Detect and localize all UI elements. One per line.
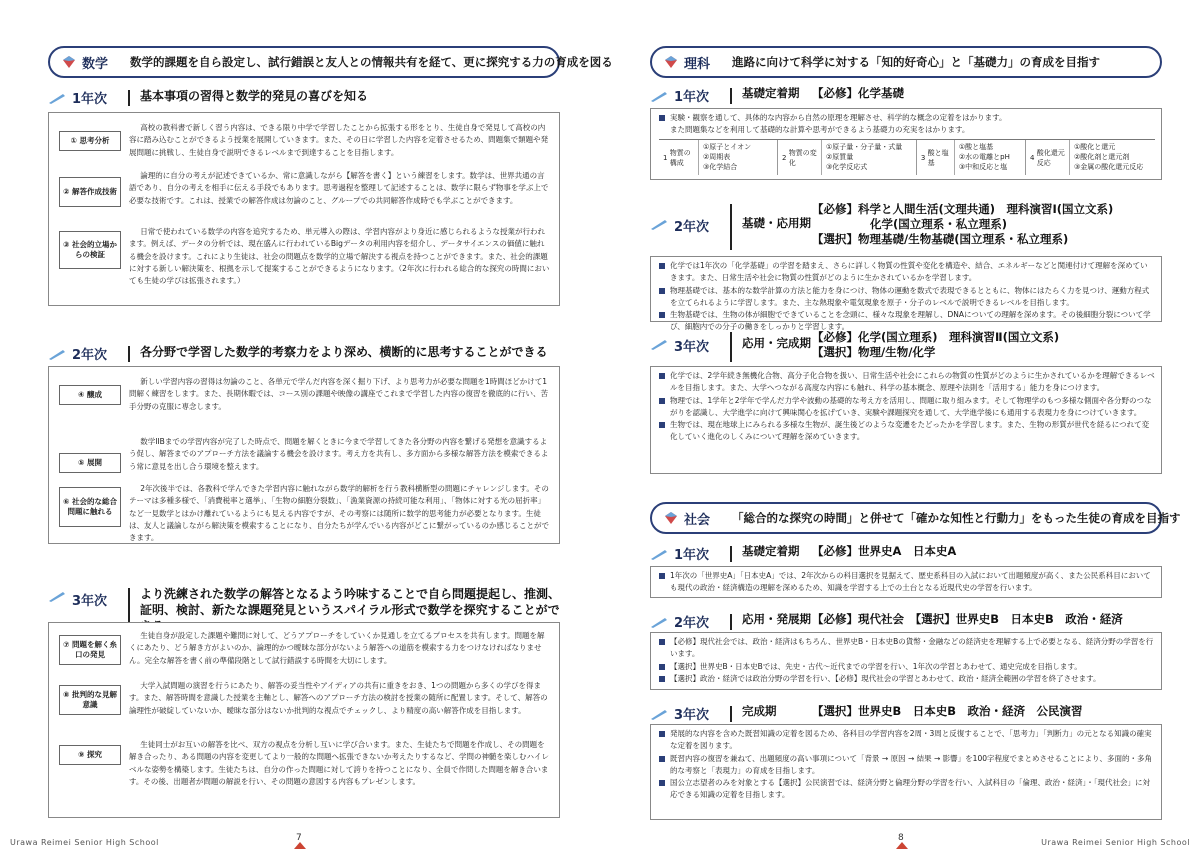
science-goal: 進路に向けて科学に対する「知的好奇心」と「基礎力」の育成を目指す (732, 55, 1101, 69)
course-label: 【選択】物理基礎/生物基礎(国立理系・私立理系) (812, 232, 1069, 246)
row-text: 大学入試問題の演習を行うにあたり、解答の妥当性やアイディアの共有に重きをおき、1つの問題から多くの学びを得ます。また、解答時間を意識した授業を主軸とし、解答へのアプローチ方法の検討を授業の随所に配置します。そして、解答の論理性が破綻していないか、曖昧な部分はないか批判的な視点でチェックし、より精度の高い解答作成を目指します。 (129, 681, 548, 715)
bullet-text: 【選択】政治・経済では政治分野の学習を行い、【必修】現代社会の学習とあわせて、政治・経済全範囲の学習を終了させます。 (659, 673, 1155, 685)
page-marker-icon (294, 842, 306, 849)
row-label: ② 解答作成技術 (59, 177, 121, 207)
pen-icon (48, 348, 66, 360)
period-label: 応用・完成期 (742, 336, 811, 350)
social-subject: 社会 (684, 512, 711, 528)
bullet-text: 物理基礎では、基本的な数学計算の方法と能力を身につけ、物体の運動を数式で表現できるとともに、物体にはたらく力を見つけ、運動方程式を立てられるように学習します。また、主な熱現象や電気現象を原子・分子のレベルで説明できるレベルを目指します。 (659, 285, 1155, 310)
science-y1-header (650, 86, 904, 105)
year-label: 2年次 (674, 220, 710, 235)
course-label: 【選択】世界史B 日本史B 政治・経済 公民演習 (812, 704, 1083, 718)
course-label: 【必修】化学(国立理系) 理科演習Ⅱ(国立文系) (812, 330, 1060, 344)
year-label: 2年次 (72, 348, 108, 363)
page-marker-icon (896, 842, 908, 849)
row-text: 新しい学習内容の習得は勿論のこと、各単元で学んだ内容を深く掘り下げ、より思考力が必要な問題を1時間ほどかけて1問解く練習をします。また、長期休暇では、コース別の課題や映像の講座でこれまで学習した内容の復習を徹底的に行い、苦手分野の克服に専念します。 (129, 377, 549, 411)
row-label: ⑥ 社会的な総合問題に触れる (59, 487, 121, 527)
social-y3-box (650, 724, 1162, 820)
science-y3-box (650, 366, 1162, 474)
chem-table (659, 139, 1155, 175)
bullet-text: 化学では1年次の「化学基礎」の学習を踏まえ、さらに詳しく物質の性質や変化を構造や、結合、エネルギーなどと関連付けて理解を深めていきます。また、日常生活や社会に物質の性質がどのように生かされているかを学習します。 (659, 260, 1155, 285)
course-label: 【選択】物理/生物/化学 (812, 345, 936, 359)
social-y2-box (650, 632, 1162, 690)
row-label: ⑧ 批判的な見解意識 (59, 685, 121, 715)
bullet-text: 【選択】世界史B・日本史Bでは、先史・古代〜近代までの学習を行い、1年次の学習とあわせて、通史完成を目指します。 (659, 661, 1155, 673)
year-label: 3年次 (72, 594, 108, 609)
science-y1-box (650, 108, 1162, 180)
course-label: 【必修】世界史A 日本史A (812, 544, 957, 558)
year-label: 1年次 (674, 548, 710, 563)
math-subject: 数学 (82, 56, 109, 72)
row-text: 日常で使われている数学の内容を追究するため、単元導入の際は、学習内容がより身近に感じられるような授業が行われます。例えば、データの分析では、現在盛んに行われているBigデータの利用内容を紹介し、データサイエンスの価値に触れる機会を設けます。これにより生徒は、社会の問題点を数学的立場で解決する視点を持つことができます。また、社会的課題に対する新しい解決策を、根拠を示して提案することができるようになります。（2年次に行われる総合的な探究の時間においても生徒の学びは拡張されます。） (129, 227, 550, 286)
page-number: 7 (296, 833, 302, 843)
bullet-text: 物理では、1学年と2学年で学んだ力学や波動の基礎的な考え方を活用し、問題に取り組みます。そして物理学のもつ多様な側面や各分野のつながりを認識し、大学進学に向けて興味関心を拡げていき、実験や課題探究を通して、大学進学後にも通用する表現力を身につけていきます。 (659, 395, 1155, 420)
math-y2-header (48, 344, 548, 363)
math-goal: 数学的課題を自ら設定し、試行錯誤と友人との情報共有を経て、更に探究する力の育成を図る (130, 55, 613, 69)
gem-icon (664, 511, 678, 525)
footer-school: Urawa Reimei Senior High School (10, 838, 159, 847)
science-section-header (650, 46, 1162, 78)
social-y1-box (650, 566, 1162, 598)
divider (730, 706, 732, 722)
period-label: 応用・発展期 (742, 612, 811, 626)
period-label: 基礎定着期 (742, 544, 800, 558)
chem-cell: 4 酸化還元反応 ①酸化と還元 ②酸化剤と還元剤 ③金属の酸化還元反応 (1026, 140, 1155, 175)
pen-icon (650, 708, 668, 720)
year-title: 各分野で学習した数学的考察力をより深め、横断的に思考することができる (140, 345, 548, 359)
divider (128, 90, 130, 106)
row-text: 論理的に自分の考えが記述できているか、常に意識しながら【解答を書く】という練習をします。数学は、世界共通の言語であり、自分の考えを相手に伝える手段でもあります。思考過程を整理して記述することは、数学に限らず物事を学ぶ上で必要な技術です。これは、授業での解答作成は勿論のこと、グループでの共同解答作成時でも学ぶことができます。 (129, 171, 549, 205)
bullet-text: 発展的な内容を含めた既習知識の定着を図るため、各科目の学習内容を2周・3周と反復することで、「思考力」「判断力」の元となる知識の確実な定着を図ります。 (659, 728, 1155, 753)
course-label: 【必修】科学と人間生活(文理共通) 理科演習Ⅰ(国立文系) (812, 202, 1114, 216)
social-y2-header (650, 612, 1123, 631)
year-label: 3年次 (674, 708, 710, 723)
divider (128, 346, 130, 362)
math-y1-header (48, 88, 368, 107)
year-label: 1年次 (72, 92, 108, 107)
science-y3-header (650, 330, 1059, 362)
gem-icon (664, 55, 678, 69)
social-goal: 「総合的な探究の時間」と併せて「確かな知性と行動力」をもった生徒の育成を目指す (732, 511, 1181, 525)
bullet-text: 生物基礎では、生物の体が細胞でできていることを念頭に、様々な現象を理解し、DNAについての理解を深めます。その後細胞分裂について学び、細胞内での分子の働きをしっかりと学習します。 (659, 309, 1155, 334)
science-subject: 理科 (684, 56, 711, 72)
bullet-cont: また問題集などを利用して基礎的な計算や思考ができるよう基礎力の充実をはかります。 (670, 125, 970, 135)
divider (730, 546, 732, 562)
row-text: 数学IIBまでの学習内容が完了した時点で、問題を解くときに今まで学習してきた各分野の内容を繋げる発想を意識するよう促し、解答までのアプローチ方法を議論する機会を設けます。考え方を共有し、多方面から多様な解答方法を模索できるよう常に意見を出し合う環境を整えます。 (129, 437, 549, 471)
period-label: 完成期 (742, 704, 777, 718)
row-text: 生徒同士がお互いの解答を比べ、双方の視点を分析し互いに学び合います。また、生徒たちで問題を作成し、その問題を解き合ったり、ある問題の内容を変更してより一般的な問題へ拡張できないか考えたりするなど、学問の神髄を楽しむハイレベルな姿勢を構築します。生徒たちは、自分の作った問題に対して誇りを持つことになり、全員で作問した問題を解き合います。その後、出題者が問題の解説を行い、その問題の意図する内容もプレゼンします。 (129, 740, 549, 786)
course-label: 【必修】化学基礎 (812, 86, 904, 100)
period-label: 基礎・応用期 (742, 216, 811, 230)
social-section-header (650, 502, 1181, 534)
row-label: ④ 醸成 (59, 385, 121, 405)
math-section-header (48, 46, 613, 78)
bullet-text: 生物では、現在地球上にみられる多様な生物が、誕生後どのような変遷をたどったかを学習します。また、生物の形質が世代を経るにつれて変化していく進化のしくみについて理解を深めていきます。 (659, 419, 1155, 444)
course-label: 【必修】現代社会 【選択】世界史B 日本史B 政治・経済 (812, 612, 1123, 626)
math-y2-box (48, 366, 560, 544)
footer-school: Urawa Reimei Senior High School (1041, 838, 1190, 847)
row-label: ⑨ 探究 (59, 745, 121, 765)
pen-icon (650, 616, 668, 628)
row-text: 生徒自身が設定した課題や難問に対して、どうアプローチをしていくか見通しを立てるプロセスを共有します。問題を解くにあたり、どう解き方がよいのか、論理的かつ曖昧な部分がないよう解答への道筋を模索する力をつけなければなりません。完全な解答を書く前の準備段階として試行錯誤する時間を大切にします。 (129, 631, 545, 665)
chem-cell: 1 物質の構成 ①原子とイオン ②周期表 ③化学結合 (659, 140, 778, 175)
pen-icon (650, 218, 668, 230)
divider (730, 614, 732, 630)
pen-icon (650, 548, 668, 560)
gem-icon (62, 55, 76, 69)
year-label: 3年次 (674, 340, 710, 355)
year-title: より洗練された数学の解答となるよう吟味することで自ら問題提起し、推測、証明、検討、新たな課題発見というスパイラル形式で数学を探究することがで (140, 587, 561, 617)
right-page (600, 0, 1200, 849)
chem-cell: 2 物質の変化 ①原子量・分子量・式量 ②原質量 ③化学反応式 (778, 140, 917, 175)
bullet-text: 実験・観察を通して、具体的な内容から自然の原理を理解させ、科学的な概念の定着をはかります。 (659, 112, 1155, 124)
divider (730, 88, 732, 104)
year-label: 2年次 (674, 616, 710, 631)
bullet-text: 【必修】現代社会では、政治・経済はもちろん、世界史B・日本史Bの貨幣・金融などの経済史を理解する上で必要となる、経済分野の学習を行います。 (659, 636, 1155, 661)
math-y3-box (48, 622, 560, 818)
chem-cell: 3 酸と塩基 ①酸と塩基 ②水の電離とpH ③中和反応と塩 (917, 140, 1026, 175)
pen-icon (48, 92, 66, 104)
science-y2-header (650, 202, 1113, 250)
divider (730, 332, 732, 362)
bullet-text: 既習内容の復習を兼ねて、出題頻度の高い事項について「背景 → 原因 → 結果 → 影響」を100字程度でまとめさせることにより、多面的・多角的な考察と「表現力」の育成を目指します。 (659, 753, 1155, 778)
bullet-text: 1年次の「世界史A」「日本史A」では、2年次からの科目選択を見据えて、歴史系科目の入試において出題頻度が高く、また公民系科目においても現代の政治・経済構造の理解を深めるため、知識を学習する上での土台となる近現代史の学習を行います。 (659, 570, 1155, 595)
year-label: 1年次 (674, 90, 710, 105)
pen-icon (650, 90, 668, 102)
social-y1-header (650, 544, 956, 563)
year-title: 基本事項の習得と数学的発見の喜びを知る (140, 89, 369, 103)
row-label: ③ 社会的立場からの検証 (59, 231, 121, 269)
social-y3-header (650, 704, 1083, 723)
row-text: 2年次後半では、各教科で学んできた学習内容に触れながら数学的解析を行う教科横断型の問題にチャレンジします。そのテーマは多種多様で、「消費税率と選挙」、「生物の細胞分裂数」、「漁業資源の持続可能な利用」、「物体に対する光の屈折率」など一見数学とはかけ離れているようにも見える内容ですが、その考察には随所に数学的思考能力が必要となります。生徒は、友人と議論しながら解決策を模索することになり、自分たちが学んでいる内容がどこに繋がっているのか感じることができます。 (129, 484, 549, 543)
math-y1-box (48, 112, 560, 306)
row-label: ⑤ 展開 (59, 453, 121, 473)
bullet-text: 化学では、2学年続き無機化合物、高分子化合物を扱い、日常生活や社会にこれらの物質の性質がどのように生かされているかを理解できるレベルを目指します。また、大学へつながる高度な内容にも触れ、科学の基本概念、原理や法則を「活用する」能力を身につけます。 (659, 370, 1155, 395)
period-label: 基礎定着期 (742, 86, 800, 100)
bullet-text: 国公立志望者のみを対象とする【選択】公民演習では、経済分野と倫理分野の学習を行い、入試科目の「倫理、政治・経済」・「現代社会」に対応できる知識の定着を目指します。 (659, 777, 1155, 802)
science-y2-box (650, 256, 1162, 332)
page-number: 8 (898, 833, 904, 843)
divider (730, 204, 732, 250)
course-label: 化学(国立理系・私立理系) (870, 217, 1008, 231)
pen-icon (48, 590, 66, 602)
row-text: 高校の教科書で新しく習う内容は、できる限り中学で学習したことから拡張する形をとり、生徒自身で発見して高校の内容に踏み込むことができるよう授業を展開していきます。また、その日に学習した内容を定着させるため、問題集で類題や発展問題に挑戦し、生徒自身で説明できるレベルまで到達することを目指します。 (129, 123, 549, 157)
row-label: ⑦ 問題を解く糸口の発見 (59, 635, 121, 665)
row-label: ① 思考分析 (59, 131, 121, 151)
pen-icon (650, 338, 668, 350)
